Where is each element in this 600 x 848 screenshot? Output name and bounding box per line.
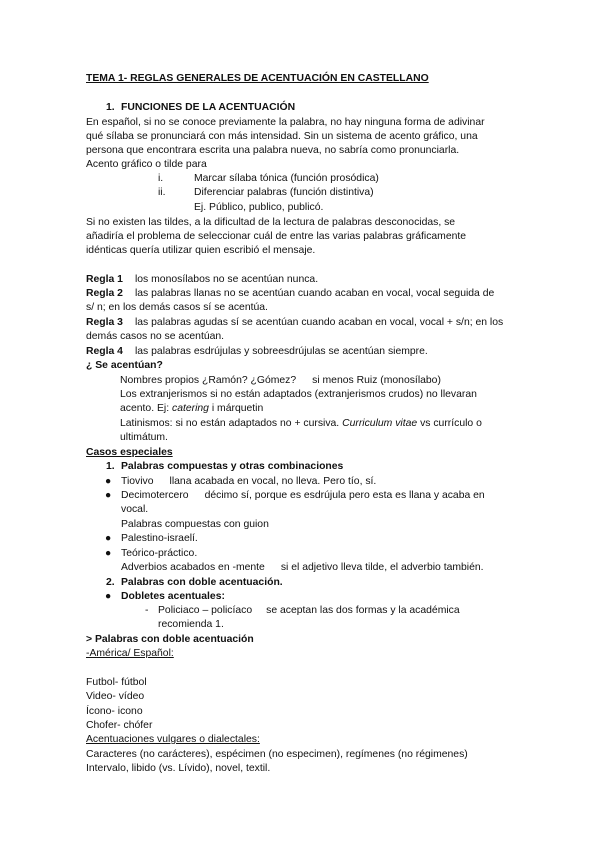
rule-text: demás casos no se acentúan. [86, 331, 225, 342]
pair-item: Ícono- icono [86, 706, 143, 717]
region-heading: -América/ Español: [86, 648, 174, 659]
rule-text: s/ n; en los demás casos sí se acentúa. [86, 302, 268, 313]
names-note: si menos Ruiz (monosílabo) [312, 375, 441, 386]
bullet-icon: ● [105, 548, 112, 559]
term: Tiovivo [121, 476, 154, 487]
term: Decimotercero [121, 490, 189, 501]
compound-hyphen-line: Palabras compuestas con guion [121, 519, 269, 530]
list-item: Marcar sílaba tónica (función prosódica) [194, 173, 379, 184]
bullet-item: Teórico-práctico. [121, 548, 198, 559]
example-italic: catering [172, 403, 209, 414]
vulgar-line: Caracteres (no carácteres), espécimen (no especimen), regímenes (no régimenes) [86, 749, 468, 760]
rule-4 [86, 345, 428, 359]
names-text: Nombres propios ¿Ramón? ¿Gómez? [120, 375, 297, 386]
document-title: TEMA 1- REGLAS GENERALES DE ACENTUACIÓN EN CASTELLANO [86, 73, 429, 84]
bullet-item: Palestino-israelí. [121, 533, 198, 544]
paragraph-line: persona que encontrara escrita una palabra nueva, no sabría como pronunciarla. [86, 145, 460, 156]
pair-item: Futbol- fútbol [86, 677, 147, 688]
explanation-continued: vocal. [121, 504, 149, 515]
latin-italic: Curriculum vitae [342, 418, 418, 429]
names-line [120, 374, 441, 388]
paragraph-line: añadiría el problema de seleccionar cuál de entre las varias palabras gráficamente [86, 231, 467, 242]
subsection-number: 2. [106, 577, 115, 588]
list-marker: i. [158, 173, 164, 184]
subsection-title: Palabras compuestas y otras combinaciones [121, 461, 344, 472]
list-marker: ii. [158, 187, 166, 198]
double-accent-heading: > Palabras con doble acentuación [86, 634, 254, 645]
section-1-number: 1. [106, 102, 115, 113]
rule-label: Regla 2 [86, 288, 123, 299]
pair-item: Video- vídeo [86, 691, 145, 702]
rule-3 [86, 316, 503, 330]
doublet-explanation: se aceptan las dos formas y la académica [266, 605, 460, 616]
doublet-term: Policiaco – policíaco [158, 605, 253, 616]
rule-2 [86, 287, 494, 301]
bullet-item: Dobletes acentuales: [121, 591, 225, 602]
latinismos-line [120, 417, 482, 431]
adverbs-term: Adverbios acabados en -mente [121, 562, 265, 573]
extranjerismos-example [120, 402, 263, 416]
list-item: Diferenciar palabras (función distintiva) [194, 187, 374, 198]
bullet-icon: ● [105, 591, 112, 602]
latin-text: vs currículo o [420, 418, 482, 429]
rule-text: las palabras llanas no se acentúan cuando acaban en vocal, vocal seguida de [134, 288, 495, 299]
rule-label: Regla 3 [86, 317, 123, 328]
subsection-title: Palabras con doble acentuación. [121, 577, 283, 588]
paragraph-line: Acento gráfico o tilde para [86, 159, 207, 170]
rule-label: Regla 1 [86, 274, 123, 285]
bullet-icon: ● [105, 490, 112, 501]
vulgar-line: Intervalo, libido (vs. Lívido), novel, textil. [86, 763, 271, 774]
pair-item: Chofer- chófer [86, 720, 153, 731]
doublet-line [158, 604, 460, 618]
section-1-heading: FUNCIONES DE LA ACENTUACIÓN [121, 102, 296, 113]
special-cases-heading: Casos especiales [86, 447, 173, 458]
doublet-continued: recomienda 1. [158, 619, 224, 630]
extranjerismos-line: Los extranjerismos si no están adaptados (extranjerismos crudos) no llevaran [120, 389, 477, 400]
subsection-number: 1. [106, 461, 115, 472]
rule-text: las palabras agudas sí se acentúan cuando acaban en vocal, vocal + s/n; en los [134, 317, 504, 328]
example-text: i márquetin [211, 403, 264, 414]
example-line: Ej. Público, publico, publicó. [194, 202, 324, 213]
foreign-heading: ¿ Se acentúan? [86, 360, 163, 371]
paragraph-line: idénticas quería utilizar quien escribió el mensaje. [86, 245, 316, 256]
dash-marker: - [145, 605, 149, 616]
latin-text: Latinismos: si no están adaptados no + cursiva. [120, 418, 340, 429]
rule-text: las palabras esdrújulas y sobreesdrújulas se acentúan siempre. [134, 346, 428, 357]
bullet-icon: ● [105, 533, 112, 544]
explanation: décimo sí, porque es esdrújula pero esta es llana y acaba en [204, 490, 485, 501]
latinismos-line: ultimátum. [120, 432, 168, 443]
example-text: acento. Ej: [120, 403, 170, 414]
adverbs-rule: si el adjetivo lleva tilde, el adverbio también. [280, 562, 484, 573]
paragraph-line: En español, si no se conoce previamente la palabra, no hay ninguna forma de adivinar [86, 117, 485, 128]
bullet-item [121, 475, 376, 489]
rule-text: los monosílabos no se acentúan nunca. [134, 274, 319, 285]
bullet-item [121, 489, 485, 503]
rule-1 [86, 273, 318, 287]
explanation: llana acabada en vocal, no lleva. Pero tío, sí. [169, 476, 377, 487]
bullet-icon: ● [105, 476, 112, 487]
paragraph-line: Si no existen las tildes, a la dificultad de la lectura de palabras desconocidas, se [86, 217, 456, 228]
paragraph-line: qué sílaba se pronunciará con más intensidad. Sin un sistema de acento gráfico, una [86, 131, 478, 142]
adverbs-line [121, 561, 484, 575]
rule-label: Regla 4 [86, 346, 123, 357]
vulgar-heading: Acentuaciones vulgares o dialectales: [86, 734, 260, 745]
